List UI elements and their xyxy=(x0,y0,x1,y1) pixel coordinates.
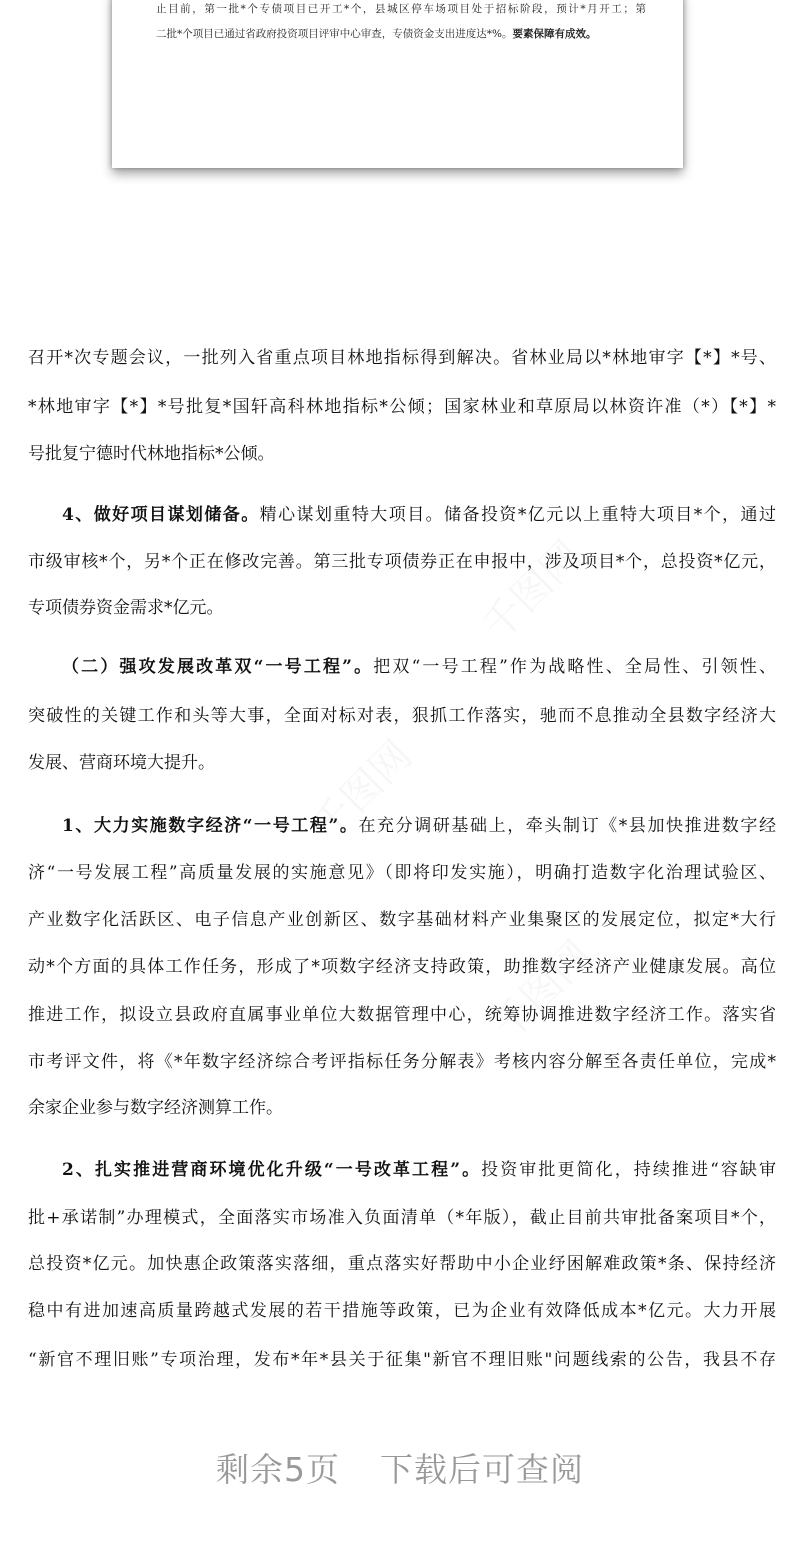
paragraph-line xyxy=(28,752,776,774)
paragraph-line xyxy=(28,1253,776,1275)
paragraph-line xyxy=(28,862,776,884)
paragraph-text: 召开*次专题会议，一批列入省重点项目林地指标得到解决。省林业局以*林地审字【*】*号、 xyxy=(28,348,776,368)
paragraph-line xyxy=(62,1159,776,1181)
paragraph-text: 精心谋划重特大项目。储备投资*亿元以上重特大项目*个，通过 xyxy=(259,505,776,525)
watermark xyxy=(477,926,602,1051)
paragraph-text: 推进工作，拟设立县政府直属事业单位大数据管理中心，统筹协调推进数字经济工作。落实省 xyxy=(28,1005,776,1025)
card-line: 止目前，第一批*个专债项目已开工*个，县城区停车场项目处于招标阶段，预计*月开工；第 xyxy=(156,3,646,15)
paragraph-text: 批+承诺制”办理模式，全面落实市场准入负面清单（*年版），截止目前共审批备案项目*个， xyxy=(28,1208,776,1228)
download-hint: 下载后可查阅 xyxy=(380,1450,584,1489)
paragraph-line xyxy=(28,705,776,727)
paragraph-text: 产业数字化活跃区、电子信息产业创新区、数字基础材料产业集聚区的发展定位，拟定*大行 xyxy=(28,910,776,930)
paragraph-text: 市考评文件，将《*年数字经济综合考评指标任务分解表》考核内容分解至各责任单位，完成* xyxy=(28,1052,776,1072)
paragraph-line xyxy=(28,956,776,978)
card-line xyxy=(156,27,646,41)
paragraph-line xyxy=(28,1349,776,1371)
paragraph-line xyxy=(28,909,776,931)
paragraph-text: 在充分调研基础上，牵头制订《*县加快推进数字经 xyxy=(358,816,777,836)
paragraph-text: 突破性的关键工作和头等大事，全面对标对表，狠抓工作落实，驰而不息推动全县数字经济大 xyxy=(28,706,776,726)
paragraph-line xyxy=(28,1300,776,1322)
paragraph-text: 投资审批更简化，持续推进“容缺审 xyxy=(481,1160,776,1180)
paragraph-text: 济“一号发展工程”高质量发展的实施意见》（即将印发实施），明确打造数字化治理试验区、 xyxy=(28,863,776,883)
paragraph-text: 市级审核*个，另*个正在修改完善。第三批专项债券正在申报中，涉及项目*个，总投资*亿元， xyxy=(28,552,776,572)
paragraph-text: 把双“一号工程”作为战略性、全局性、引领性、 xyxy=(373,657,776,677)
card-line-text: 二批*个项目已通过省政府投资项目评审中心审查，专债资金支出进度达*%。 xyxy=(156,28,513,40)
paragraph-text: 动*个方面的具体工作任务，形成了*项数字经济支持政策，助推数字经济产业健康发展。高位 xyxy=(28,957,776,977)
paragraph-line xyxy=(28,396,776,418)
paragraph-line xyxy=(28,551,776,573)
paragraph-heading: 4、做好项目谋划储备。 xyxy=(62,505,260,525)
paragraph-text: “新官不理旧账”专项治理，发布*年*县关于征集"新官不理旧账"问题线索的公告，我县不存 xyxy=(28,1350,776,1370)
paragraph-line xyxy=(28,1097,776,1119)
download-prompt[interactable] xyxy=(0,1444,800,1491)
paragraph-text: 稳中有进加速高质量跨越式发展的若干措施等政策，已为企业有效降低成本*亿元。大力开展 xyxy=(28,1301,776,1321)
paragraph-line xyxy=(28,597,776,619)
remaining-pages: 剩余5页 xyxy=(216,1450,340,1489)
paragraph-line xyxy=(62,656,776,678)
paragraph-text: 总投资*亿元。加快惠企政策落实落细，重点落实好帮助中小企业纾困解难政策*条、保持经济 xyxy=(28,1254,776,1274)
paragraph-line xyxy=(28,347,776,369)
paragraph-text: 号批复宁德时代林地指标*公倾。 xyxy=(28,444,275,464)
paragraph-heading: （二）强攻发展改革双“一号工程”。 xyxy=(62,657,374,677)
paragraph-text: 发展、营商环境大提升。 xyxy=(28,753,215,773)
paragraph-line xyxy=(62,815,776,837)
paragraph-text: 余家企业参与数字经济测算工作。 xyxy=(28,1098,283,1118)
paragraph-line xyxy=(28,1004,776,1026)
paragraph-text: 专项债券资金需求*亿元。 xyxy=(28,598,224,618)
paragraph-line xyxy=(28,1207,776,1229)
paragraph-line xyxy=(28,1051,776,1073)
paragraph-line xyxy=(62,504,776,526)
watermark xyxy=(467,526,592,651)
preview-page-card xyxy=(112,0,683,168)
paragraph-line xyxy=(28,443,776,465)
card-line-bold: 要素保障有成效。 xyxy=(512,28,597,40)
paragraph-heading: 2、扎实推进营商环境优化升级“一号改革工程”。 xyxy=(62,1160,482,1180)
paragraph-text: *林地审字【*】*号批复*国轩高科林地指标*公倾；国家林业和草原局以林资许准（*）【*】* xyxy=(28,397,776,417)
paragraph-heading: 1、大力实施数字经济“一号工程”。 xyxy=(62,816,359,836)
